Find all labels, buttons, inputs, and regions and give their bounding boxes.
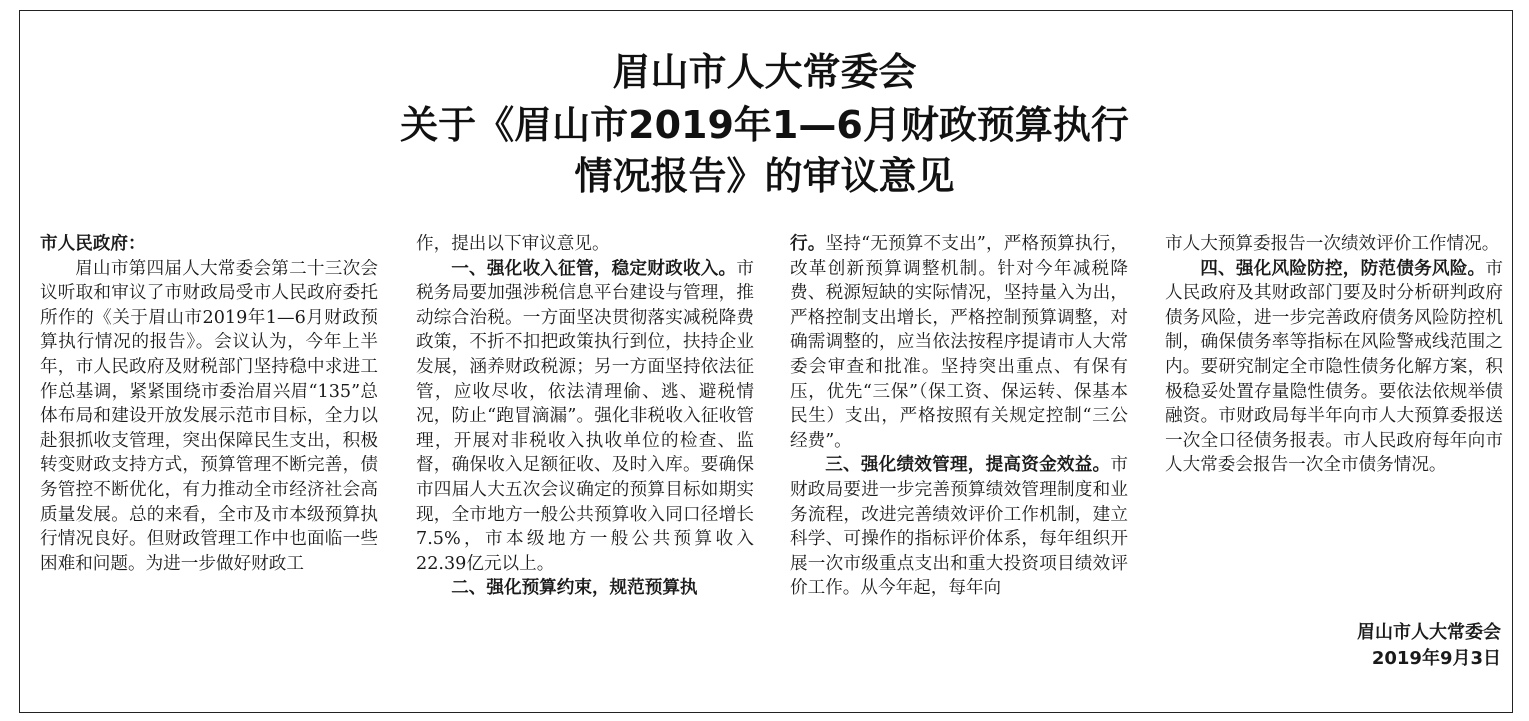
text-column-2 (416, 232, 754, 601)
section-1-paragraph (416, 257, 754, 577)
text-column-3 (790, 232, 1128, 601)
title-line-2: 关于《眉山市2019年1—6月财政预算执行 (400, 103, 1129, 147)
section-1-heading: 一、强化收入征管，稳定财政收入。 (451, 258, 737, 279)
title-line-3: 情况报告》的审议意见 (574, 154, 955, 198)
section-3-heading: 三、强化绩效管理，提高资金效益。 (825, 455, 1111, 476)
signature-org: 眉山市人大常委会 (1357, 622, 1501, 643)
intro-paragraph-continued: 作，提出以下审议意见。 (416, 234, 610, 254)
text-column-4 (1165, 232, 1503, 478)
section-4-heading: 四、强化风险防控，防范债务风险。 (1200, 258, 1486, 279)
section-4-paragraph (1165, 257, 1503, 478)
signature-date: 2019年9月3日 (1371, 648, 1501, 669)
section-3-text: 市财政局要进一步完善预算绩效管理制度和业务流程，改进完善绩效评价工作机制，建立科学、可操作的指标评价体系，每年组织开展一次市级重点支出和重大投资项目绩效评价工作。从今年起，每年向 (790, 455, 1128, 599)
intro-paragraph: 眉山市第四届人大常委会第二十三次会议听取和审议了市财政局受市人民政府委托所作的《关于眉山市2019年1—6月财政预算执行情况的报告》。会议认为，今年上半年，市人民政府及财税部门坚持稳中求进工作总基调，紧紧围绕市委治眉兴眉“135”总体布局和建设开放发展示范市目标，全力以赴狠抓收支管理，突出保障民生支出，积极转变财政支持方式，预算管理不断完善，债务管控不断优化，有力推动全市经济社会高质量发展。总的来看，全市及市本级预算执行情况良好。但财政管理工作中也面临一些困难和问题。为进一步做好财政工 (40, 258, 378, 574)
section-1-text: 市税务局要加强涉税信息平台建设与管理，推动综合治税。一方面坚决贯彻落实减税降费政策，不折不扣把政策执行到位，扶持企业发展，涵养财政税源；另一方面坚持依法征管，应收尽收，依法清理偷、逃、避税情况，防止“跑冒滴漏”。强化非税收入征收管理，开展对非税收入执收单位的检查、监督，确保收入足额征收、及时入库。要确保市四届人大五次会议确定的预算目标如期实现，全市地方一般公共预算收入同口径增长7.5%，市本级地方一般公共预算收入22.39亿元以上。 (416, 258, 754, 574)
salutation: 市人民政府： (40, 234, 146, 254)
section-3-paragraph (790, 453, 1128, 601)
section-4-text: 市人民政府及其财政部门要及时分析研判政府债务风险，进一步完善政府债务风险防控机制，确保债务率等指标在风险警戒线范围之内。要研究制定全市隐性债务化解方案，积极稳妥处置存量隐性债务。要依法依规举债融资。市财政局每半年向市人大预算委报送一次全口径债务报表。市人民政府每年向市人大常委会报告一次全市债务情况。 (1165, 258, 1503, 476)
section-2-heading: 二、强化预算约束，规范预算执 (451, 578, 698, 599)
title-line-1: 眉山市人大常委会 (612, 50, 917, 94)
section-2-text: 坚持“无预算不支出”，严格预算执行，改革创新预算调整机制。针对今年减税降费、税源短缺的实际情况，坚持量入为出，严格控制支出增长，严格控制预算调整，对确需调整的，应当依法按程序提请市人大常委会审查和批准。坚持突出重点、有保有压，优先“三保”（保工资、保运转、保基本民生）支出，严格按照有关规定控制“三公经费”。 (790, 234, 1128, 451)
section-2-paragraph-continued (790, 232, 1128, 453)
semantic-body-holder (0, 0, 1, 1)
section-2-heading-end: 行。 (790, 234, 826, 254)
section-2-paragraph (416, 576, 754, 601)
section-3-paragraph-continued: 市人大预算委报告一次绩效评价工作情况。 (1165, 234, 1500, 254)
text-column-1 (40, 232, 378, 576)
